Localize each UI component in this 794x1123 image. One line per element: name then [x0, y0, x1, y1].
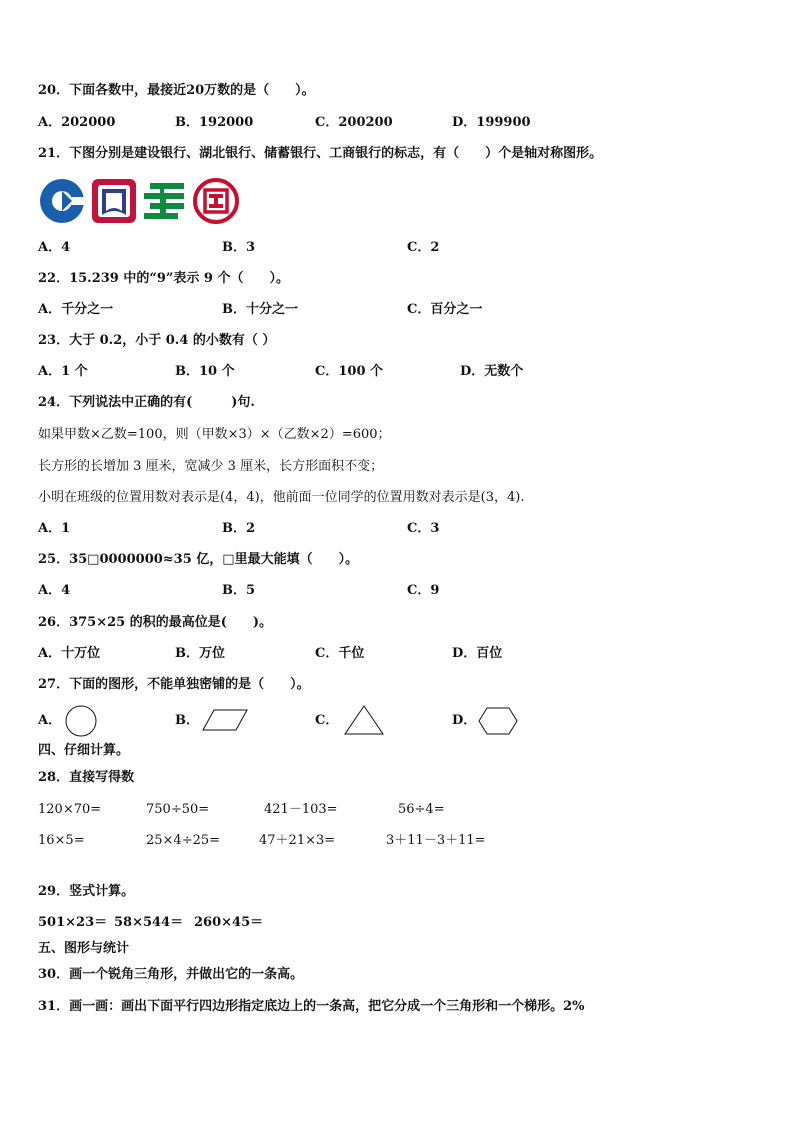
parallelogram-icon: [202, 709, 248, 731]
q24-option-a[interactable]: A．1: [38, 521, 71, 536]
q28-item: 421－103=: [264, 802, 338, 817]
q27-option-a[interactable]: A．: [38, 713, 62, 728]
q28-item: 750÷50=: [146, 802, 210, 817]
section-4-heading: 四、仔细计算。: [38, 743, 130, 758]
q21-option-a[interactable]: A．4: [38, 240, 71, 255]
question-21-stem: 21．下图分别是建设银行、湖北银行、储蓄银行、工商银行的标志，有（ ）个是轴对称图形。: [38, 146, 603, 161]
q24-option-c[interactable]: C．3: [407, 521, 440, 536]
q23-option-a[interactable]: A．1 个: [38, 364, 88, 379]
question-24-stem: 24．下列说法中正确的有( )句.: [38, 395, 255, 410]
q25-option-c[interactable]: C．9: [407, 583, 440, 598]
q24-statement-2: 长方形的长增加 3 厘米，宽减少 3 厘米，长方形面积不变；: [38, 459, 384, 474]
question-29-stem: 29．竖式计算。: [38, 884, 135, 899]
question-20-stem: 20．下面各数中，最接近20万数的是（ ）。: [38, 83, 315, 98]
q25-option-b[interactable]: B．5: [222, 583, 256, 598]
q29-item: 501×23＝: [38, 915, 108, 930]
question-22-stem: 22．15.239 中的“9”表示 9 个（ ）。: [38, 271, 289, 286]
q28-item: 25×4÷25=: [146, 833, 221, 848]
triangle-icon: [344, 705, 384, 735]
question-23-stem: 23．大于 0.2，小于 0.4 的小数有（ ）: [38, 333, 276, 348]
question-25-stem: 25．35□0000000≈35 亿，□里最大能填（ ）。: [38, 552, 359, 567]
hexagon-icon: [478, 707, 518, 735]
q27-option-c[interactable]: C．: [315, 713, 339, 728]
q22-option-b[interactable]: B．十分之一: [222, 302, 298, 317]
question-27-stem: 27．下面的图形，不能单独密铺的是（ ）。: [38, 677, 310, 692]
q28-item: 16×5=: [38, 833, 85, 848]
q21-option-c[interactable]: C．2: [407, 240, 440, 255]
q27-option-d[interactable]: D．: [452, 713, 477, 728]
question-28-stem: 28．直接写得数: [38, 770, 135, 785]
icbc-logo: [192, 177, 240, 225]
q20-option-b[interactable]: B．192000: [175, 115, 254, 130]
q27-option-b[interactable]: B．: [175, 713, 199, 728]
section-5-heading: 五、图形与统计: [38, 941, 130, 956]
q20-option-c[interactable]: C．200200: [315, 115, 393, 130]
q20-option-a[interactable]: A．202000: [38, 115, 116, 130]
q20-option-d[interactable]: D．199900: [452, 115, 531, 130]
question-30-stem: 30．画一个锐角三角形，并做出它的一条高。: [38, 967, 304, 982]
q23-option-c[interactable]: C．100 个: [315, 364, 384, 379]
question-31-stem: 31．画一画：画出下面平行四边形指定底边上的一条高，把它分成一个三角形和一个梯形。2%: [38, 999, 585, 1014]
q29-item: 260×45＝: [194, 915, 264, 930]
q24-statement-3: 小明在班级的位置用数对表示是(4，4)，他前面一位同学的位置用数对表示是(3，4).: [38, 490, 525, 505]
q26-option-c[interactable]: C．千位: [315, 646, 365, 661]
q28-item: 3＋11－3＋11=: [386, 833, 486, 848]
q29-item: 58×544＝: [114, 915, 184, 930]
postal-savings-logo: [140, 177, 188, 225]
q23-option-b[interactable]: B．10 个: [175, 364, 235, 379]
hubei-bank-logo: [90, 177, 138, 225]
q22-option-c[interactable]: C．百分之一: [407, 302, 483, 317]
q26-option-d[interactable]: D．百位: [452, 646, 503, 661]
q28-item: 56÷4=: [398, 802, 445, 817]
q26-option-b[interactable]: B．万位: [175, 646, 225, 661]
q24-option-b[interactable]: B．2: [222, 521, 256, 536]
q21-option-b[interactable]: B．3: [222, 240, 256, 255]
circle-icon: [64, 705, 98, 737]
q22-option-a[interactable]: A．千分之一: [38, 302, 114, 317]
q24-statement-1: 如果甲数×乙数=100，则（甲数×3）×（乙数×2）=600；: [38, 427, 391, 442]
question-26-stem: 26．375×25 的积的最高位是( )。: [38, 615, 273, 630]
q28-item: 120×70=: [38, 802, 102, 817]
q28-item: 47＋21×3=: [259, 833, 336, 848]
construction-bank-logo: [38, 177, 86, 225]
q25-option-a[interactable]: A．4: [38, 583, 71, 598]
q26-option-a[interactable]: A．十万位: [38, 646, 101, 661]
q23-option-d[interactable]: D．无数个: [460, 364, 524, 379]
